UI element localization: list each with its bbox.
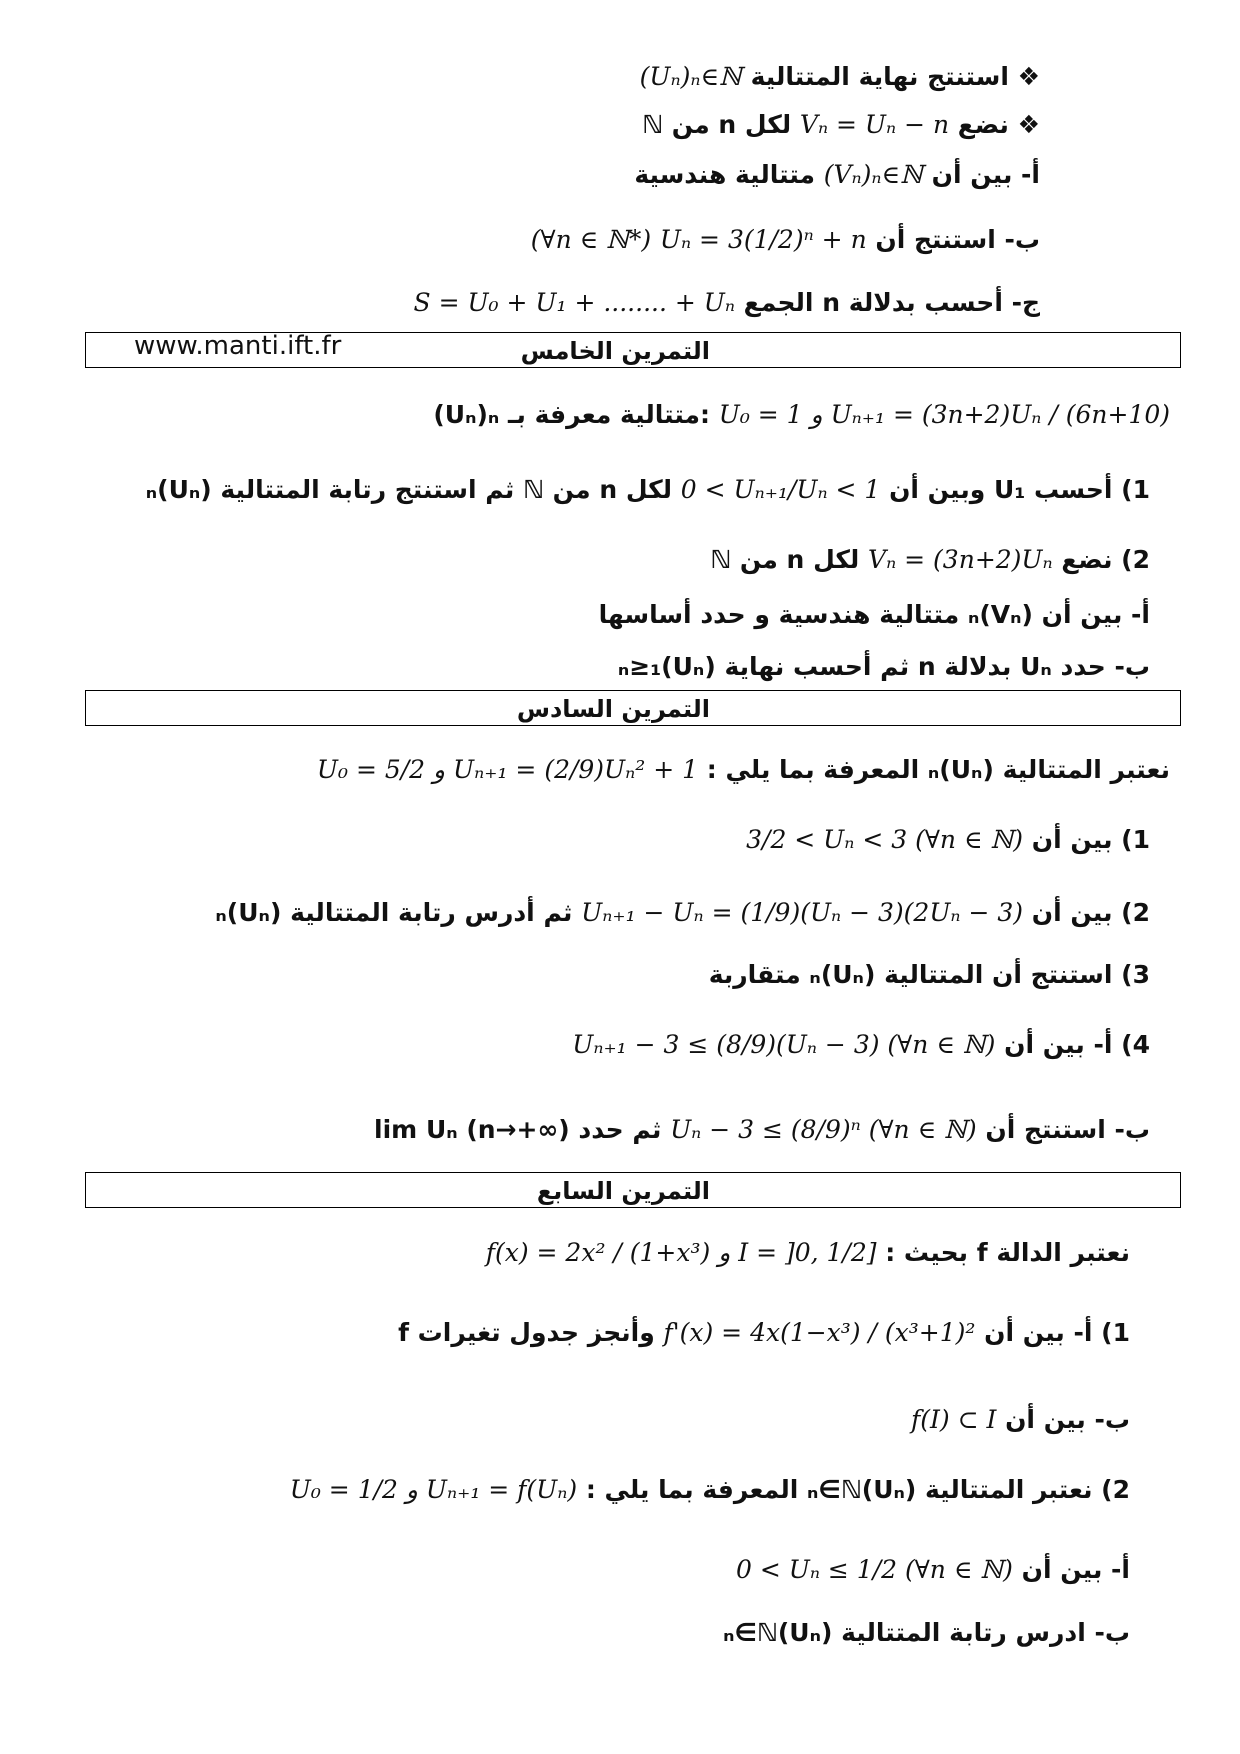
math: Uₙ − 3 ≤ (8/9)ⁿ (∀n ∈ ℕ) (670, 1115, 977, 1144)
ex7-q2b: ب- ادرس رتابة المتتالية (Uₙ)ₙ∈ℕ (723, 1618, 1130, 1647)
ex5-q2a: أ- بين أن (Vₙ)ₙ متتالية هندسية و حدد أساسها (598, 600, 1150, 629)
math: Uₙ = 3(1/2)ⁿ + n (659, 225, 867, 254)
ex7-q2: 2) نعتبر المتتالية (Uₙ)ₙ∈ℕ المعرفة بما يلي : U₀ = 1/2 و Uₙ₊₁ = f(Uₙ) (289, 1475, 1130, 1504)
math: f'(x) = 4x(1−x³) / (x³+1)² (663, 1318, 976, 1347)
math: U₀ = 1 و Uₙ₊₁ = (3n+2)Uₙ / (6n+10) (718, 400, 1170, 429)
ex6-q4: 4) أ- بين أن Uₙ₊₁ − 3 ≤ (8/9)(Uₙ − 3) (∀n ∈ ℕ) (572, 1030, 1150, 1059)
math: Uₙ₊₁ − Uₙ = (1/9)(Uₙ − 3)(2Uₙ − 3) (581, 898, 1024, 927)
math: (Vₙ)ₙ∈ℕ (823, 160, 923, 189)
ex5-q1: 1) أحسب U₁ وبين أن 0 < Uₙ₊₁/Uₙ < 1 لكل n من ℕ ثم استنتج رتابة المتتالية (Uₙ)ₙ (145, 475, 1150, 504)
exercise-6-title: التمرين السادس (516, 695, 710, 723)
ex7-q1b: ب- بين أن f(I) ⊂ I (911, 1405, 1130, 1434)
math: Vₙ = Uₙ − n (799, 110, 950, 139)
math: (∀n ∈ ℕ*) (530, 225, 652, 254)
ex7-q2a: أ- بين أن 0 < Uₙ ≤ 1/2 (∀n ∈ ℕ) (736, 1555, 1130, 1584)
top-line-3: أ- بين أن (Vₙ)ₙ∈ℕ متتالية هندسية (634, 160, 1040, 189)
ex6-q1: 1) بين أن 3/2 < Uₙ < 3 (∀n ∈ ℕ) (746, 825, 1150, 854)
top-line-4: ب- استنتج أن Uₙ = 3(1/2)ⁿ + n (∀n ∈ ℕ*) (530, 225, 1040, 254)
exercise-6-header (85, 690, 1181, 726)
ex7-intro: نعتبر الدالة f بحيث : f(x) = 2x² / (1+x³) و I = ]0, 1/2] (485, 1238, 1130, 1267)
math: S = U₀ + U₁ + ........ + Uₙ (413, 288, 735, 317)
math: 0 < Uₙ ≤ 1/2 (∀n ∈ ℕ) (736, 1555, 1013, 1584)
math: 3/2 < Uₙ < 3 (∀n ∈ ℕ) (746, 825, 1024, 854)
top-line-5: ج- أحسب بدلالة n الجمع S = U₀ + U₁ + ........ + Uₙ (413, 288, 1040, 317)
ex7-q1: 1) أ- بين أن f'(x) = 4x(1−x³) / (x³+1)² وأنجز جدول تغيرات f (398, 1318, 1130, 1347)
ex5-q2b: ب- حدد Uₙ بدلالة n ثم أحسب نهاية (Uₙ)ₙ≥₁ (617, 652, 1150, 681)
top-line-1: ❖ استنتج نهاية المتتالية (Uₙ)ₙ∈ℕ (639, 62, 1040, 91)
math: (Uₙ)ₙ∈ℕ (639, 62, 742, 91)
ex6-intro: نعتبر المتتالية (Uₙ)ₙ المعرفة بما يلي : U₀ = 5/2 و Uₙ₊₁ = (2/9)Uₙ² + 1 (316, 755, 1170, 784)
ex6-q4b: ب- استنتج أن Uₙ − 3 ≤ (8/9)ⁿ (∀n ∈ ℕ) ثم حدد lim Uₙ (n→+∞) (374, 1115, 1150, 1144)
top-line-2: ❖ نضع Vₙ = Uₙ − n لكل n من ℕ (642, 110, 1040, 139)
ex6-q2: 2) بين أن Uₙ₊₁ − Uₙ = (1/9)(Uₙ − 3)(2Uₙ − 3) ثم أدرس رتابة المتتالية (Uₙ)ₙ (215, 898, 1150, 927)
exercise-5-title: التمرين الخامس (520, 337, 710, 365)
math: 0 < Uₙ₊₁/Uₙ < 1 (680, 475, 881, 504)
math: U₀ = 1/2 و Uₙ₊₁ = f(Uₙ) (289, 1475, 578, 1504)
math: Uₙ₊₁ − 3 ≤ (8/9)(Uₙ − 3) (∀n ∈ ℕ) (572, 1030, 996, 1059)
exercise-7-header (85, 1172, 1181, 1208)
math: f(I) ⊂ I (911, 1405, 997, 1434)
website-link[interactable]: www.manti.ift.fr (134, 331, 342, 361)
math: U₀ = 5/2 و Uₙ₊₁ = (2/9)Uₙ² + 1 (316, 755, 699, 784)
exercise-5-header (85, 332, 1181, 368)
ex5-intro: (Uₙ)ₙ متتالية معرفة بـ: U₀ = 1 و Uₙ₊₁ = (3n+2)Uₙ / (6n+10) (433, 400, 1170, 429)
math: f(x) = 2x² / (1+x³) و I = ]0, 1/2] (485, 1238, 877, 1267)
exercise-7-title: التمرين السابع (536, 1177, 710, 1205)
ex5-q2: 2) نضع Vₙ = (3n+2)Uₙ لكل n من ℕ (710, 545, 1150, 574)
math: Vₙ = (3n+2)Uₙ (868, 545, 1053, 574)
ex6-q3: 3) استنتج أن المتتالية (Uₙ)ₙ متقاربة (708, 960, 1150, 989)
